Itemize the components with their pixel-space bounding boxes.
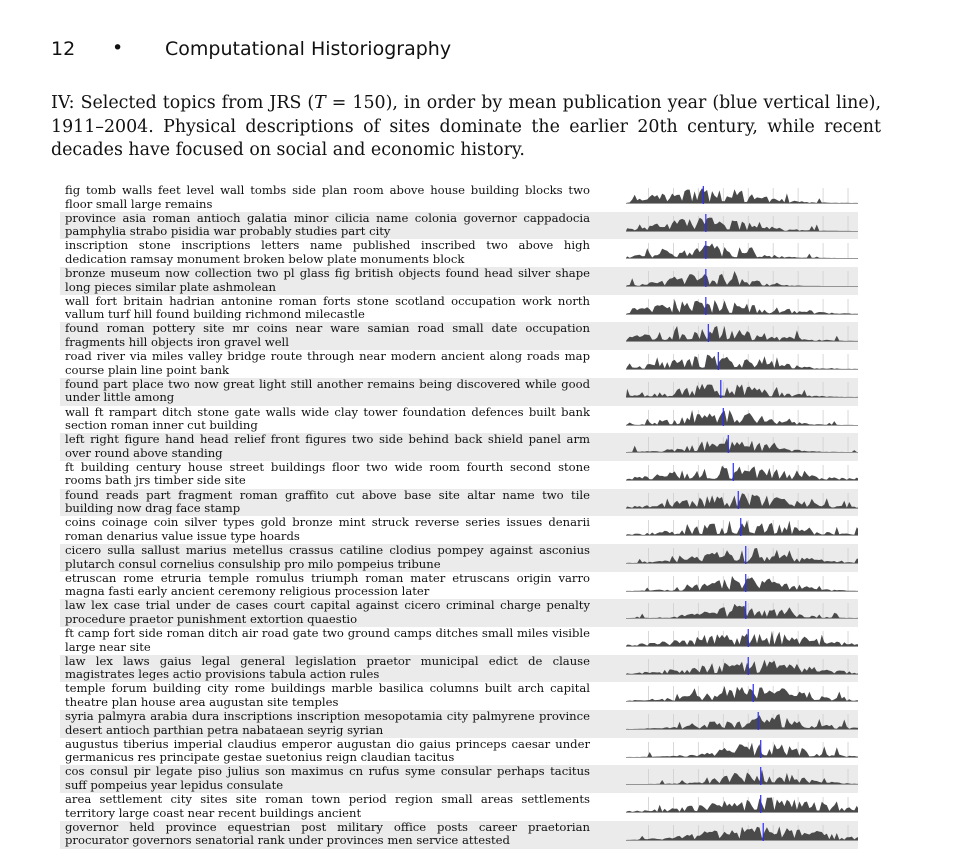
topic-row (0, 350, 962, 378)
topic-sparkline (626, 489, 858, 515)
topic-words: ft building century house street buildings floor two wide room fourth second stone rooms bath jrs timber side site (65, 460, 590, 488)
topic-sparkline (626, 682, 858, 708)
figure-caption (51, 92, 881, 163)
topic-words: wall fort britain hadrian antonine roman forts stone scotland occupation work north vallum turf hill found building richmond milecastle (65, 294, 590, 322)
topic-words: law lex case trial under de cases court capital against cicero criminal charge penalty procedure praetor punishment extortion quaestio (65, 599, 590, 626)
topic-sparkline (626, 433, 858, 459)
topic-words: found part place two now great light still another remains being discovered while good under little among (65, 377, 590, 405)
topic-words: province asia roman antioch galatia minor cilicia name colonia governor cappadocia pamphylia strabo pisidia war probably studies part city (65, 211, 590, 239)
topic-row (0, 682, 962, 710)
topic-sparkline (626, 461, 858, 487)
topic-sparkline (626, 350, 858, 376)
topic-row (0, 655, 962, 683)
topic-words: found reads part fragment roman graffito cut above base site altar name two tile building now drag face stamp (65, 488, 590, 516)
topic-words: area settlement city sites site roman town period region small areas settlements territory large coast near recent buildings ancient (65, 793, 590, 820)
topic-sparkline (626, 821, 858, 847)
topic-row (0, 184, 962, 212)
topic-row (0, 378, 962, 406)
topic-row (0, 433, 962, 461)
topic-words: augustus tiberius imperial claudius emperor augustan dio gaius princeps caesar under germanicus res principate gestae suetonius reign claudian tacitus (65, 737, 590, 765)
topic-words: bronze museum now collection two pl glass fig british objects found head silver shape long pieces similar plate ashmolean (65, 267, 590, 294)
caption-part1: IV: Selected topics from JRS ( (51, 93, 315, 113)
topic-row (0, 267, 962, 295)
topic-words: syria palmyra arabia dura inscriptions inscription mesopotamia city palmyrene province desert antioch parthian petra nabataean seyrig syrian (65, 710, 590, 737)
topic-sparkline (626, 212, 858, 238)
topic-row (0, 489, 962, 517)
topic-sparkline (626, 239, 858, 265)
topic-row (0, 461, 962, 489)
topic-words: coins coinage coin silver types gold bronze mint struck reverse series issues denarii roman denarius value issue type hoards (65, 516, 590, 543)
topic-words: cicero sulla sallust marius metellus crassus catiline clodius pompey against asconius plutarch consul cornelius consulship pro milo pompeius tribune (65, 543, 590, 571)
topic-words: found roman pottery site mr coins near ware samian road small date occupation fragments hill objects iron gravel well (65, 322, 590, 350)
topic-row (0, 239, 962, 267)
topic-row (0, 295, 962, 323)
caption-variable: T (314, 93, 326, 113)
page-number: 12 (51, 38, 76, 60)
header-bullet: • (112, 37, 124, 59)
topic-words: law lex laws gaius legal general legislation praetor municipal edict de clause magistrates leges actio provisions tabula action rules (65, 654, 590, 682)
topic-row (0, 572, 962, 600)
topic-words: left right figure hand head relief front figures two side behind back shield panel arm over round above standing (65, 433, 590, 460)
topic-row (0, 821, 962, 849)
topic-row (0, 406, 962, 434)
topic-sparkline (626, 378, 858, 404)
topic-row (0, 710, 962, 738)
running-title: Computational Historiography (165, 38, 452, 60)
topic-sparkline (626, 738, 858, 764)
topic-row (0, 544, 962, 572)
topic-sparkline (626, 599, 858, 625)
topic-sparkline (626, 627, 858, 653)
topic-sparkline (626, 267, 858, 293)
topic-row (0, 516, 962, 544)
topic-sparkline (626, 572, 858, 598)
topic-row (0, 212, 962, 240)
topic-sparkline (626, 406, 858, 432)
topic-sparkline (626, 710, 858, 736)
topic-words: road river via miles valley bridge route through near modern ancient along roads map course plain line point bank (65, 350, 590, 377)
topic-row (0, 765, 962, 793)
topic-words: cos consul pir legate piso julius son maximus cn rufus syme consular perhaps tacitus suff pompeius year lepidus consulate (65, 765, 590, 793)
topic-row (0, 599, 962, 627)
topic-sparkline (626, 793, 858, 819)
topic-sparkline (626, 322, 858, 348)
topic-sparkline (626, 184, 858, 210)
topic-words: inscription stone inscriptions letters name published inscribed two above high dedication ramsay monument broken below plate monuments block (65, 239, 590, 266)
topic-sparkline (626, 655, 858, 681)
topic-row (0, 793, 962, 821)
topic-words: temple forum building city rome buildings marble basilica columns built arch capital theatre plan house area augustan site temples (65, 682, 590, 709)
topic-row (0, 322, 962, 350)
topic-sparkline (626, 544, 858, 570)
topic-words: wall ft rampart ditch stone gate walls wide clay tower foundation defences built bank section roman inner cut building (65, 405, 590, 433)
topic-sparkline (626, 295, 858, 321)
topic-sparkline (626, 765, 858, 791)
topic-words: governor held province equestrian post military office posts career praetorian procurator governors senatorial rank under provinces men service attested (65, 820, 590, 848)
topic-words: ft camp fort side roman ditch air road gate two ground camps ditches small miles visible large near site (65, 627, 590, 654)
topic-sparkline (626, 516, 858, 542)
topic-table (0, 184, 962, 849)
topic-row (0, 738, 962, 766)
caption-part2: = 150), in order by mean publication year (blue vertical line), 1911–2004. Physical descriptions of sites dominate the earlier 20th century, while recent decades have focused on social and economic history. (51, 93, 881, 160)
topic-words: fig tomb walls feet level wall tombs side plan room above house building blocks two floor small large remains (65, 184, 590, 211)
topic-row (0, 627, 962, 655)
topic-words: etruscan rome etruria temple romulus triumph roman mater etruscans origin varro magna fasti early ancient ceremony religious procession later (65, 571, 590, 599)
